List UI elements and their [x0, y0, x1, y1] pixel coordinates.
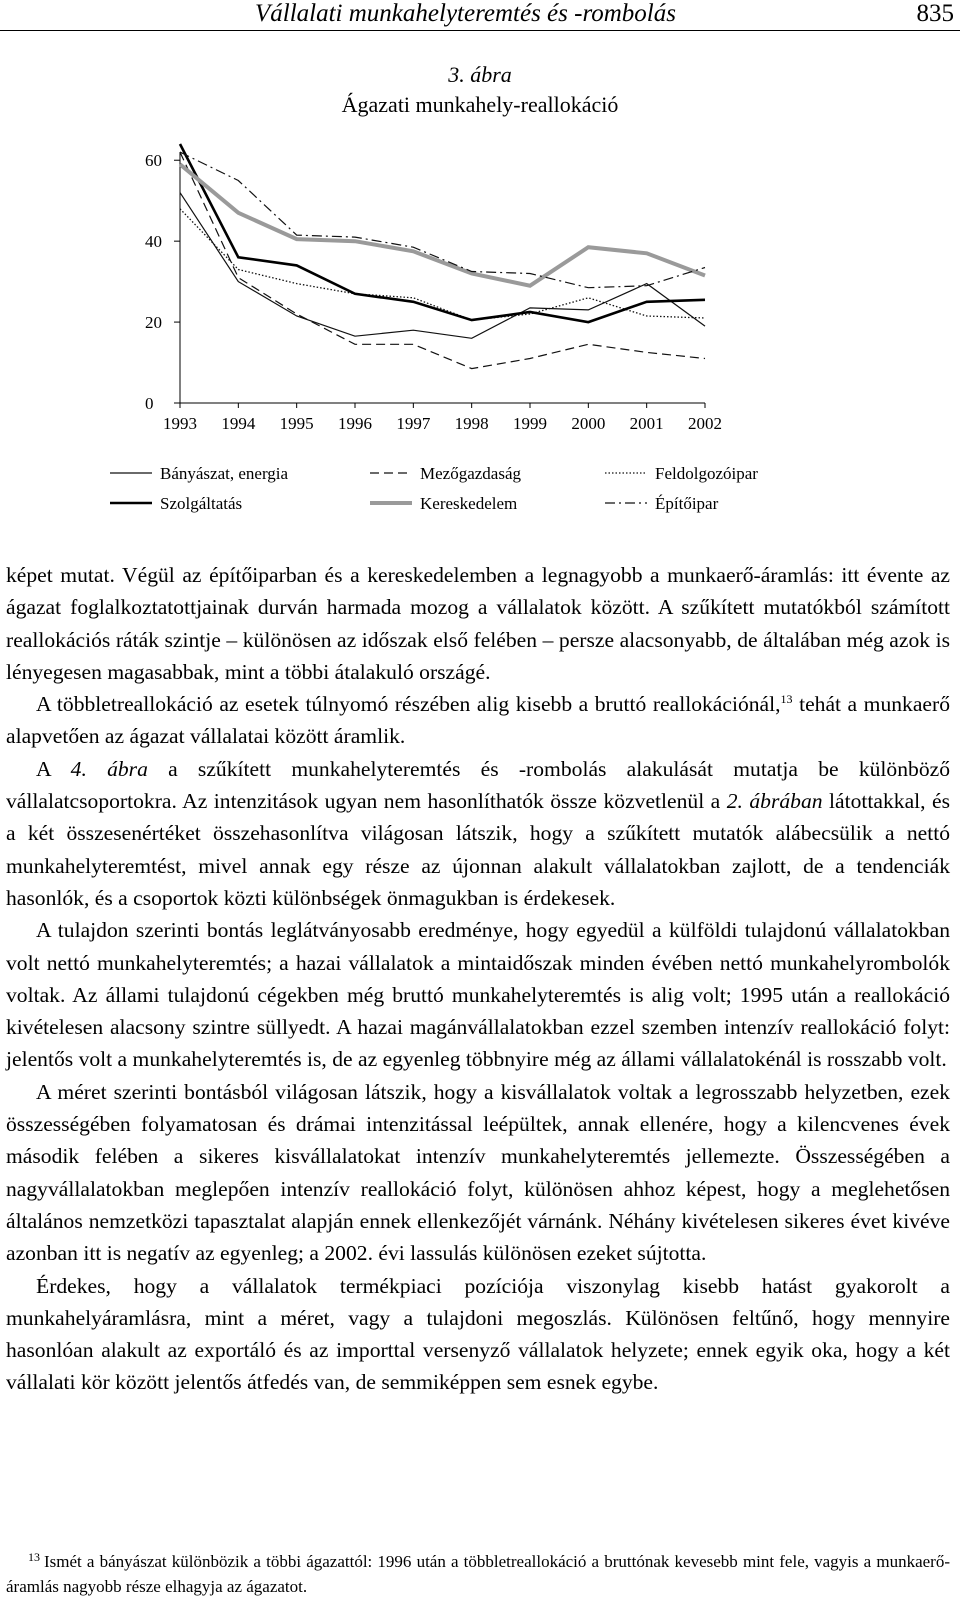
footnote: [6, 1545, 950, 1599]
legend-label: Szolgáltatás: [160, 494, 243, 513]
x-tick-label: 2001: [629, 414, 664, 433]
legend-label: Mezőgazdaság: [420, 464, 522, 483]
legend-label: Építőipar: [655, 494, 719, 513]
x-tick-label: 1995: [279, 414, 314, 433]
page-number: 835: [916, 0, 954, 27]
legend-label: Kereskedelem: [420, 494, 518, 513]
series-line-4: [180, 144, 705, 322]
paragraph-2-text-a: A többletreallokáció az esetek túlnyomó részében alig kisebb a bruttó reallokációnál,: [36, 692, 781, 717]
running-title: Vállalati munkahelyteremtés és -rombolás: [255, 0, 676, 27]
paragraph-3: [6, 753, 950, 914]
paragraph-3-mid: a szűkített munkahelyteremtés és -rombolás alakulását mutatja be különböző vállalatcsoportokra. Az intenzitások ugyan nem hasonlíthatók össze közvetlenül a: [6, 756, 950, 814]
figure-4-reference: 4. ábra: [70, 756, 148, 781]
paragraph-3-pre: A: [36, 756, 71, 781]
x-tick-label: 2002: [688, 414, 722, 433]
paragraph-3-post: látottakkal, és a két összesenértéket összehasonlítva világosan látszik, hogy a szűkített mutatók alábecsülik a nettó munkahelyteremtést, mivel annak egy része az újonnan alakult vállalatokban zajlott, de a tendenciák hasonlók, és a csoportok közti különbségek önmagukban is érdekesek.: [6, 789, 951, 910]
paragraph-2-text-b: tehát a munkaerő alapvetően az ágazat vállalatai között áramlik.: [6, 692, 950, 749]
y-tick-label: 20: [145, 313, 162, 333]
paragraph-5: A méret szerinti bontásból világosan látszik, hogy a kisvállalatok voltak a legrosszabb helyzetben, ezek összességében folyamatosan és drámai intenzitással leépültek, annak ellenére, hogy a kilencvenes évek második felében a sikeres kisvállalatokat intenzív munkahelyteremtés jellemezte. Összességében a nagyvállalatokban meglepően intenzív reallokáció folyt, különösen ahhoz képest, hogy a meglehetősen általános nemzetközi tapasztalat alapján ennek ellenkezőjét várnánk. Néhány kivételesen sikeres évet kivéve azonban itt is negatív az egyenleg; a 2002. évi lassulás különösen ezeket sújtotta.: [6, 1079, 950, 1266]
x-tick-label: 1997: [396, 414, 431, 433]
paragraph-2: [6, 688, 950, 753]
paragraph-6: Érdekes, hogy a vállalatok termékpiaci pozíciója viszonylag kisebb hatást gyakorolt a munkahelyáramlásra, mint a méret, vagy a tulajdoni megoszlás. Különösen feltűnő, hogy mennyire hasonlóan alakult az exportáló és az importtal versenyző vállalatok helyzete; ennek egyik oka, hogy a két vállalati kör között jelentős átfedés van, de semmiképpen sem esnek egybe.: [6, 1273, 950, 1395]
figure-number: 3. ábra: [448, 62, 512, 87]
series-line-5: [180, 164, 705, 285]
x-tick-label: 1993: [163, 414, 197, 433]
body-text: [6, 559, 950, 1399]
x-tick-label: 1999: [513, 414, 547, 433]
paragraph-4: A tulajdon szerinti bontás leglátványosabb eredménye, hogy egyedül a külföldi tulajdonú vállalatokban volt nettó munkahelyteremtés; a hazai vállalatok a mintaidőszak minden évében nettó munkahelyrombolók voltak. Az állami tulajdonú cégekben még bruttó munkahelyteremtés is alig volt; 1995 után a reallokáció kivételesen alacsony szintre süllyedt. A hazai magánvállalatokban ezzel szemben intenzív reallokáció folyt: jelentős volt a munkahelyteremtés is, de az egyenleg többnyire még az állami vállalatokénál is rosszabb volt.: [6, 918, 950, 1072]
legend-label: Bányászat, energia: [160, 464, 289, 483]
x-tick-label: 1998: [454, 414, 489, 433]
x-tick-label: 2000: [571, 414, 606, 433]
y-tick-label: 40: [145, 232, 162, 252]
x-tick-label: 1994: [221, 414, 256, 433]
footnote-mark: 13: [28, 1550, 40, 1564]
line-chart: [0, 0, 960, 540]
legend-label: Feldolgozóipar: [655, 464, 758, 483]
footnote-text: Ismét a bányászat különbözik a többi ágazattól: 1996 után a többletreallokáció a bruttónak kevesebb mint fele, vagyis a munkaerő-áramlás nagyobb része elhagyja az ágazatot.: [6, 1552, 950, 1596]
figure-2-reference: 2. ábrában: [726, 789, 823, 814]
series-line-1: [180, 193, 705, 339]
figure-title: Ágazati munkahely-reallokáció: [341, 92, 619, 117]
paragraph-1: képet mutat. Végül az építőiparban és a kereskedelemben a legnagyobb a munkaerő-áramlás: itt évente az ágazat foglalkoztatottjainak durván harmada mozog a vállalatok között. A szűkített mutatókból számított reallokációs ráták szintje – különösen az időszak első felében – persze alacsonyabb, de általában még azok is lényegesen magasabbak, mint a többi átalakuló országé.: [6, 563, 950, 684]
y-tick-label: 0: [145, 394, 154, 413]
x-tick-label: 1996: [338, 414, 372, 433]
footnote-reference: 13: [780, 692, 793, 707]
y-tick-label: 60: [145, 151, 162, 171]
